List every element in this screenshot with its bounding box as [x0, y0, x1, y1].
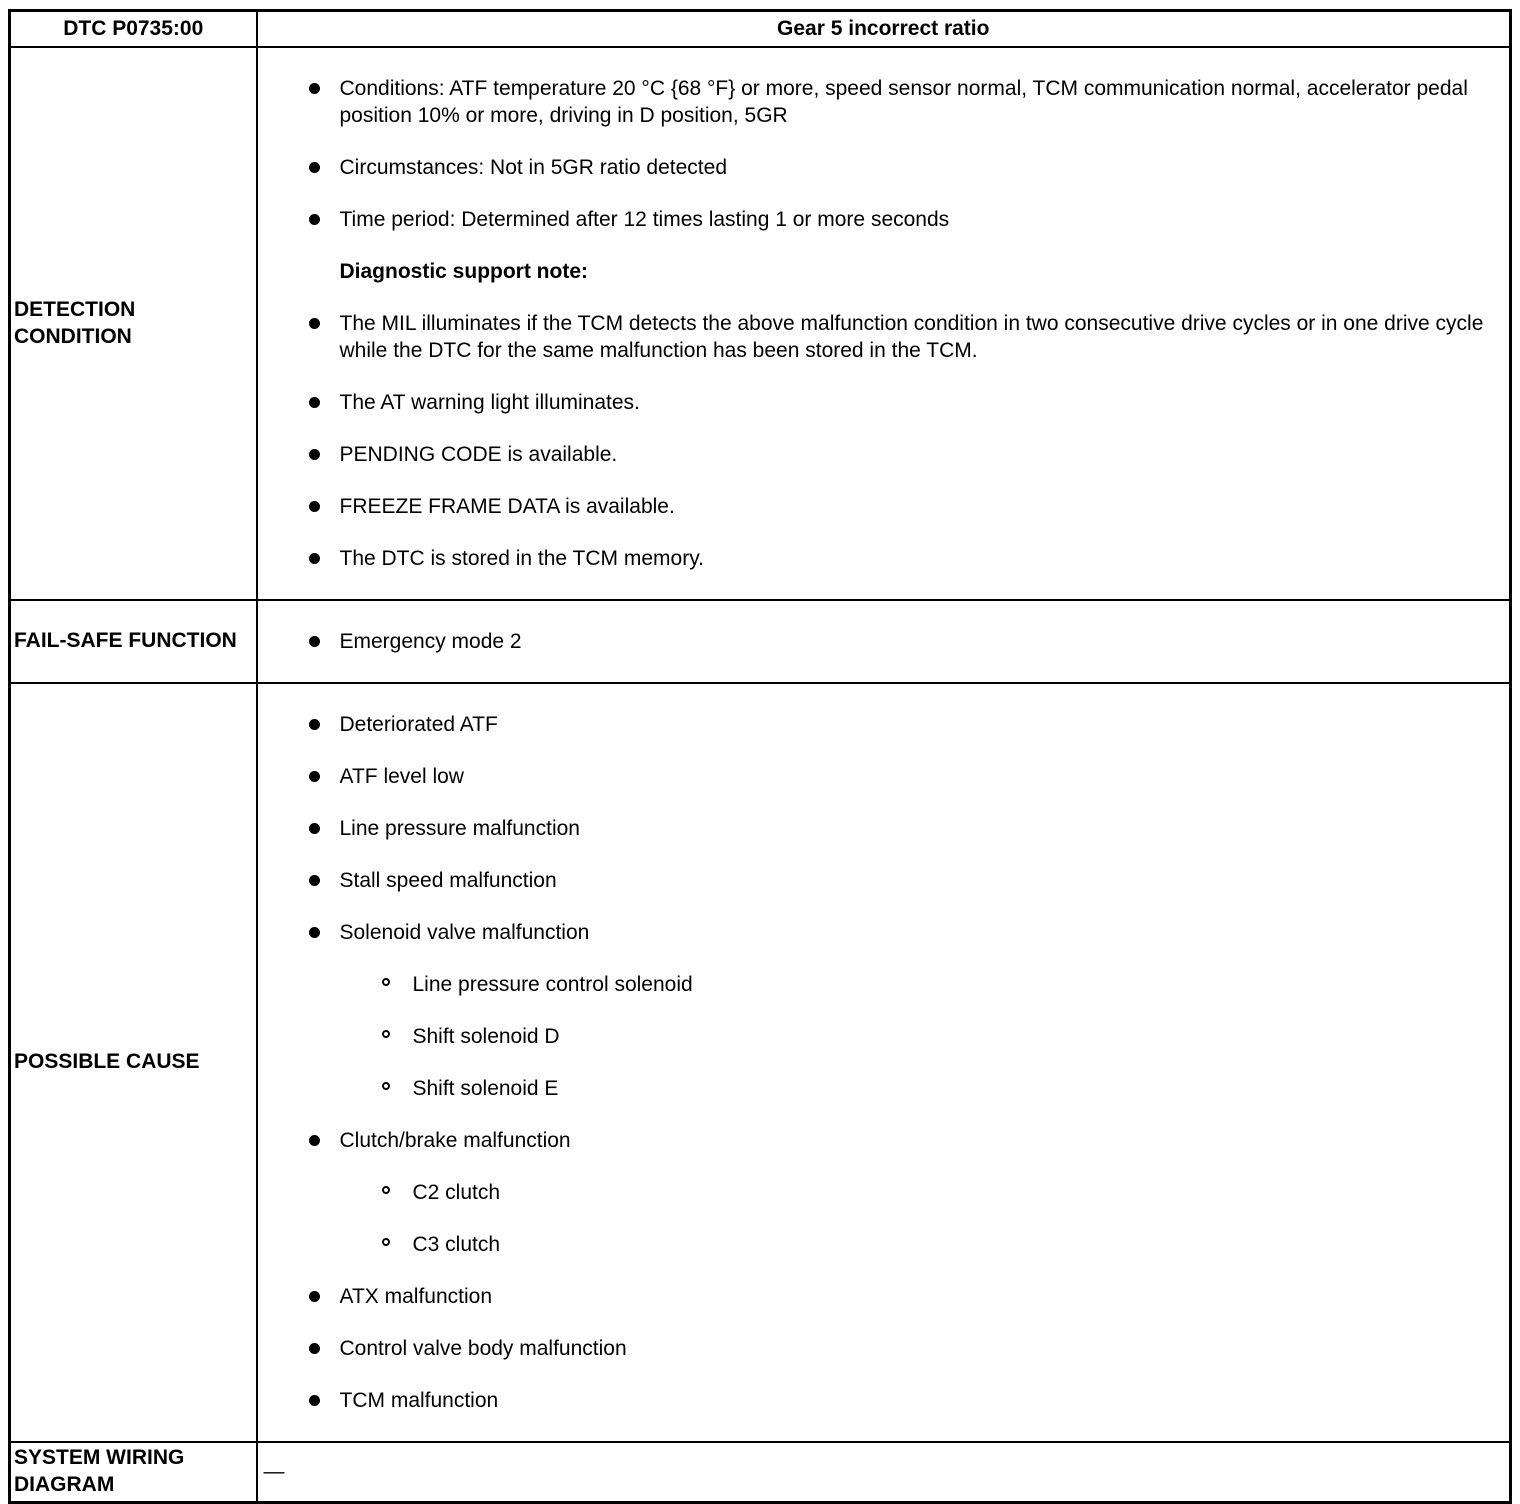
- item-text: ATF level low: [339, 765, 464, 788]
- circle-icon: [382, 1030, 390, 1038]
- bullet-icon: [309, 214, 320, 225]
- bullet-icon: [309, 83, 320, 94]
- item-text: Time period: Determined after 12 times lasting 1 or more seconds: [339, 208, 950, 231]
- item-text: PENDING CODE is available.: [339, 443, 618, 466]
- row-label-fail-safe-function: FAIL-SAFE FUNCTION: [10, 600, 257, 683]
- item-text: The DTC is stored in the TCM memory.: [339, 547, 704, 570]
- bullet-icon: [309, 1343, 320, 1354]
- item-text: Stall speed malfunction: [339, 869, 557, 892]
- item-text: The MIL illuminates if the TCM detects the above malfunction condition in two consecutive drive cycles or in one drive cycle while the DTC for the same malfunction has been stored in the TCM.: [339, 312, 1484, 362]
- bullet-icon: [309, 501, 320, 512]
- item-text: ATX malfunction: [339, 1285, 493, 1308]
- table-row: [10, 1442, 1511, 1502]
- list-item: [258, 1387, 1500, 1414]
- fail-safe-function-content: [257, 600, 1511, 683]
- detection-condition-content: [257, 47, 1511, 600]
- list-item: [258, 919, 1500, 946]
- list-item: [258, 389, 1500, 416]
- header-row: [10, 11, 1511, 48]
- table-row: [10, 600, 1511, 683]
- bullet-icon: [309, 318, 320, 329]
- item-text: Shift solenoid E: [412, 1077, 559, 1100]
- bullet-icon: [309, 823, 320, 834]
- bullet-icon: [309, 636, 320, 647]
- possible-cause-content: [257, 683, 1511, 1442]
- item-text: Circumstances: Not in 5GR ratio detected: [339, 156, 727, 179]
- list-item: [258, 493, 1500, 520]
- bullet-icon: [309, 771, 320, 782]
- bullet-icon: [309, 449, 320, 460]
- item-text: Conditions: ATF temperature 20 °C {68 °F} or more, speed sensor normal, TCM communication normal, accelerator pedal position 10% or more, driving in D position, 5GR: [339, 77, 1468, 127]
- item-text: Emergency mode 2: [339, 630, 522, 653]
- row-label-system-wiring-diagram: SYSTEM WIRING DIAGRAM: [10, 1442, 257, 1502]
- bullet-icon: [309, 1135, 320, 1146]
- list-item: [258, 154, 1500, 181]
- circle-icon: [382, 1238, 390, 1246]
- table-row: [10, 47, 1511, 600]
- list-item: [258, 1335, 1500, 1362]
- bullet-icon: [309, 162, 320, 173]
- item-text: C3 clutch: [412, 1233, 501, 1256]
- list-item: [258, 75, 1500, 129]
- item-text: Diagnostic support note:: [339, 260, 588, 283]
- item-text: Shift solenoid D: [412, 1025, 560, 1048]
- item-text: Solenoid valve malfunction: [339, 921, 590, 944]
- system-wiring-diagram-content: [257, 1442, 1511, 1502]
- row-label-detection-condition: DETECTION CONDITION: [10, 47, 257, 600]
- item-text: C2 clutch: [412, 1181, 501, 1204]
- table-row: [10, 683, 1511, 1442]
- bullet-icon: [309, 875, 320, 886]
- item-text: —: [263, 1460, 285, 1484]
- sub-list-item: [258, 1231, 1500, 1258]
- list-item: [258, 441, 1500, 468]
- list-item: [258, 545, 1500, 572]
- list-item: [258, 1283, 1500, 1310]
- item-text: Line pressure malfunction: [339, 817, 580, 840]
- list-item: [258, 1127, 1500, 1154]
- sub-list-item: [258, 971, 1500, 998]
- empty-value: [258, 1458, 1500, 1485]
- dtc-table: [8, 9, 1512, 1504]
- item-text: The AT warning light illuminates.: [339, 391, 640, 414]
- bullet-icon: [309, 1395, 320, 1406]
- list-item: [258, 628, 1500, 655]
- list-item: [258, 711, 1500, 738]
- sub-list-item: [258, 1075, 1500, 1102]
- sub-list-item: [258, 1179, 1500, 1206]
- circle-icon: [382, 978, 390, 986]
- circle-icon: [382, 1186, 390, 1194]
- bullet-icon: [309, 553, 320, 564]
- item-text: Clutch/brake malfunction: [339, 1129, 571, 1152]
- circle-icon: [382, 1082, 390, 1090]
- item-text: TCM malfunction: [339, 1389, 499, 1412]
- item-text: Line pressure control solenoid: [412, 973, 693, 996]
- list-item: [258, 763, 1500, 790]
- list-item: [258, 206, 1500, 233]
- item-text: Control valve body malfunction: [339, 1337, 627, 1360]
- list-item: [258, 815, 1500, 842]
- list-item: [258, 867, 1500, 894]
- bullet-icon: [309, 397, 320, 408]
- dtc-code: DTC P0735:00: [10, 11, 257, 48]
- row-label-possible-cause: POSSIBLE CAUSE: [10, 683, 257, 1442]
- dtc-title: Gear 5 incorrect ratio: [257, 11, 1511, 48]
- bullet-icon: [309, 719, 320, 730]
- sub-list-item: [258, 1023, 1500, 1050]
- item-text: Deteriorated ATF: [339, 713, 498, 736]
- item-text: FREEZE FRAME DATA is available.: [339, 495, 675, 518]
- bullet-icon: [309, 1291, 320, 1302]
- bullet-icon: [309, 927, 320, 938]
- list-item: [258, 310, 1500, 364]
- note-heading: [258, 258, 1500, 285]
